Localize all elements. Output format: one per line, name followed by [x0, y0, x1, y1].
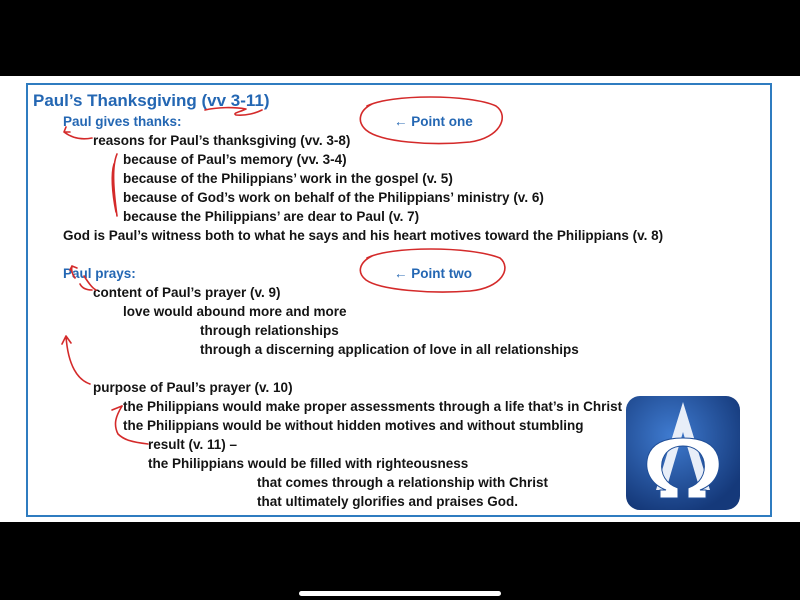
through-relationships-line: through relationships [200, 323, 339, 338]
glorifies-god-line: that ultimately glorifies and praises God. [257, 494, 519, 509]
home-indicator-bar[interactable] [299, 591, 501, 596]
slide [0, 76, 800, 522]
alpha-omega-logo [624, 394, 742, 512]
witness-line: God is Paul’s witness both to what he says and his heart motives toward the Philippians (v. 8) [63, 228, 664, 243]
because-line-1: because of Paul’s memory (vv. 3-4) [123, 152, 347, 167]
result-line: result (v. 11) – [148, 437, 238, 452]
righteousness-line: the Philippians would be filled with righteousness [148, 456, 469, 471]
love-line: love would abound more and more [123, 304, 347, 319]
because-line-3: because of God’s work on behalf of the Philippians’ ministry (v. 6) [123, 190, 544, 205]
slide-title: Paul’s Thanksgiving (vv 3-11) [33, 91, 270, 110]
relationship-with-christ-line: that comes through a relationship with Christ [257, 475, 549, 490]
alpha-omega-logo-icon [624, 394, 742, 512]
content-line: content of Paul’s prayer (v. 9) [93, 285, 281, 300]
point-one-label: ← Point one [394, 114, 473, 129]
point-two-label: ← Point two [394, 266, 472, 281]
without-motives-line: the Philippians would be without hidden motives and without stumbling [123, 418, 584, 433]
assessments-line: the Philippians would make proper assessments through a life that’s in Christ [123, 399, 623, 414]
because-line-4: because the Philippians’ are dear to Paul (v. 7) [123, 209, 420, 224]
through-discerning-line: through a discerning application of love in all relationships [200, 342, 579, 357]
reasons-line: reasons for Paul’s thanksgiving (vv. 3-8) [93, 133, 351, 148]
paul-gives-thanks-heading: Paul gives thanks: [63, 114, 182, 129]
because-line-2: because of the Philippians’ work in the gospel (v. 5) [123, 171, 453, 186]
paul-prays-heading: Paul prays: [63, 266, 136, 281]
purpose-line: purpose of Paul’s prayer (v. 10) [93, 380, 293, 395]
